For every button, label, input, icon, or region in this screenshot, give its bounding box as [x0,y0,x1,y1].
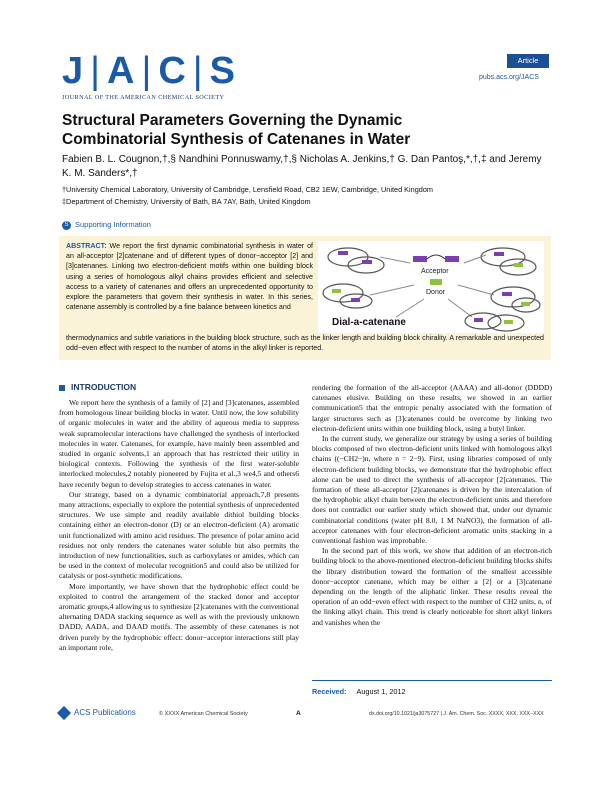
abstract-body-part1: We report the first dynamic combinatorial synthesis in water of an all-acceptor [2]catenane and of different types of donor−acceptor [2] and [3]catenanes. Linking two electron-deficient motifs within one building block using a series of homologous alkyl chains provides efficient and selective access to a variety of catenanes and offers an unprecedented opportunity to explore the parameters that govern their synthesis in water. In this series, catenane assembly is controlled by a fine balance between kinetics and [66,242,313,312]
supporting-info-icon: S [62,221,71,230]
journal-url-link[interactable]: pubs.acs.org/JACS [479,74,539,81]
toc-acceptor-label: Acceptor [421,268,449,275]
logo-letter-a: A [107,50,137,92]
intro-paragraph-2: Our strategy, based on a dynamic combinatorial approach,7,8 presents many attractions, especially to explore the potential synthesis of unprecedented structures. We use simple and readily available dithiol building blocks containing either an electron-donor (D) or an electron-deficient (A) aromatic unit functionalized with amino acid residues. The presence of polar amino acid residues not only renders the catenanes water soluble but also permits the introduction of new functionalities, such as carboxylates or amides, which can be used in the context of molecular recognition5 and could also be utilized for catalysis or post-synthetic modifications. [59,489,299,581]
intro-paragraph-5: In the current study, we generalize our strategy by using a series of building blocks composed of two electron-deficient units linked with homologous alkyl chains ((−CH2−)n, where n = 2−9). First, using libraries composed of only electron-deficient building blocks, we demonstrate that the hydrophobic effect alone can be used to direct the synthesis of all-acceptor [2]catenanes. The formation of these all-acceptor [2]catenanes is driven by the intercalation of the hydrophobic alkyl chain between the electron-deficient units and therefore does not contradict our earlier study which showed that, under our dynamic combinatorial conditions (water pH 8.0, 1 M NaNO3), the formation of all-acceptor catenanes with four electron-deficient aromatic units stacking in a conventional fashion was improbable. [312,434,552,546]
received-label: Received: [312,687,347,696]
supporting-info-label: Supporting Information [75,220,151,229]
introduction-heading [59,382,136,392]
intro-paragraph-3: More importantly, we have shown that the hydrophobic effect could be exploited to control the arrangement of the stacked donor and acceptor aromatic groups,4 allowing us to synthesize [2]catenanes with the conventional alternating DADA stacking sequence as well as with the previously unknown DADD, AADA, and DAAD motifs. The assembly of these catenanes is not driven purely by the hydrophobic effect: donor−acceptor interactions still play an important role, [59,581,299,652]
copyright-notice: © XXXX American Chemical Society [159,711,248,717]
supporting-info-link[interactable] [62,220,151,230]
acs-logo-icon [57,706,71,720]
acs-publisher-name: ACS Publications [74,708,136,718]
logo-letter-c: C [158,50,188,92]
section-bullet-icon [59,385,65,391]
introduction-heading-text: INTRODUCTION [71,382,137,392]
received-date [312,680,552,696]
donor-building-block [430,279,442,285]
journal-logo: J | A | C | S [62,50,238,92]
journal-tagline: JOURNAL OF THE AMERICAN CHEMICAL SOCIETY [62,94,225,101]
page-number: A [296,710,301,717]
intro-paragraph-6: In the second part of this work, we show that addition of an electron-rich building block to the above-mentioned electron-deficient building blocks shifts the library distribution toward the formation of the smallest accessible donor−acceptor catenane, which may be either a [2] or a [3]catenane depending on the length of the aliphatic linker. These results reveal the operation of an odd−even effect with respect to the number of CH2 units, n, of the linking alkyl chain. This trend is clearly noticeable for short alkyl linkers and vanishes when the [312,546,552,627]
article-type-badge: Article [507,54,549,68]
affiliation-cambridge: †University Chemical Laboratory, University of Cambridge, Lensfield Road, CB2 1EW, Cambridge, United Kingdom [62,185,433,194]
logo-letter-s: S [209,50,238,92]
acs-publications-logo [59,708,136,718]
abstract-label: ABSTRACT: [66,242,107,250]
received-date-value: August 1, 2012 [356,687,406,696]
toc-graphic [318,241,544,333]
author-list: Fabien B. L. Cougnon,†,§ Nandhini Ponnuswamy,†,§ Nicholas A. Jenkins,† G. Dan Pantoş,*,†,‡ and Jeremy K. M. Sanders*,† [62,154,542,179]
doi-link[interactable]: dx.doi.org/10.1021/ja3075727 | J. Am. Chem. Soc. XXXX, XXX, XXX−XXX [369,711,544,717]
intro-paragraph-1: We report here the synthesis of a family of [2] and [3]catenanes, assembled from homologous linear building blocks in water. Until now, the low solubility of organic molecules in water and the ability of aqueous media to suppress weak supramolecular interactions have challenged the synthesis of interlocked molecules in water. Catenanes, for example, have mainly been assembled and studied in organic solvents,1 an approach that has restricted their utility in biological contexts. Following the synthesis of the first water-soluble interlocked molecules,2 notably pioneered by Fujita et al.,3 we4,5 and others6 have recently begun to develop strategies to access catenanes in water. [59,398,299,489]
intro-paragraph-4: rendering the formation of the all-acceptor (AAAA) and all-donor (DDDD) catenanes elusive. Building on these results, we showed in an earlier communication5 that the entropic penalty associated with the formation of larger structures such as [3]catenanes could be overcome by linking two electron-deficient units within one building block, using a butyl linker. [312,383,552,433]
abstract-text-top [66,241,313,312]
affiliation-bath: ‡Department of Chemistry, University of Bath, BA 7AY, Bath, United Kingdom [62,197,311,206]
toc-caption: Dial-a-catenane [332,317,406,328]
paper-title: Structural Parameters Governing the Dynamic Combinatorial Synthesis of Catenanes in Water [62,112,411,148]
toc-donor-label: Donor [426,289,446,296]
column-left [59,398,299,653]
column-right [312,383,552,628]
abstract-body-part2: thermodynamics and subtle variations in the building block structure, such as the linker length and building block chirality. A remarkable and unexpected odd−even effect with respect to the number of atoms in the alkyl linker is reported. [66,334,544,353]
logo-letter-j: J [62,50,86,92]
affiliations [62,184,542,208]
